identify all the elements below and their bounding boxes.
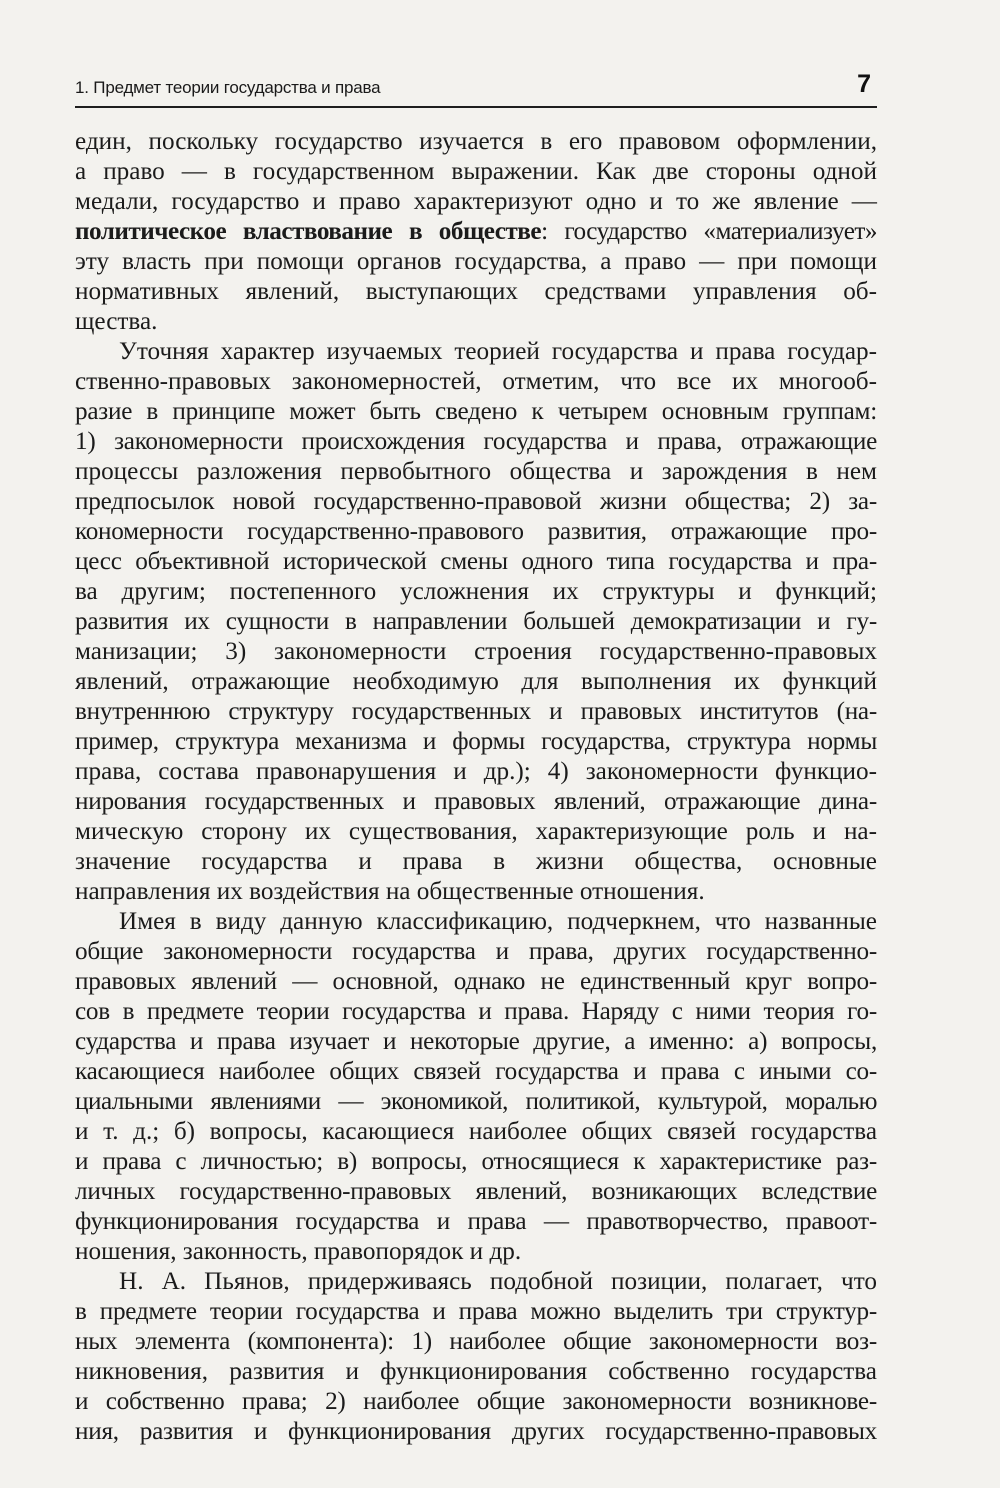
text-line: и права с личностью; в) вопросы, относящиеся к характеристике раз- (75, 1148, 877, 1175)
running-title: 1. Предмет теории государства и права (75, 78, 381, 97)
text-line: Н. А. Пьянов, придерживаясь подобной позиции, полагает, что (119, 1268, 877, 1295)
text-line: и т. д.; б) вопросы, касающиеся наиболее общих связей государства (75, 1118, 877, 1145)
text-line: сов в предмете теории государства и права. Наряду с ними теория го- (75, 998, 877, 1025)
text-line: 1) закономерности происхождения государства и права, отражающие (75, 428, 877, 455)
text-line: развития их сущности в направлении большей демократизации и гу- (75, 608, 877, 635)
text-line (75, 217, 877, 247)
text-line: направления их воздействия на общественные отношения. (75, 878, 705, 905)
text-line: личных государственно-правовых явлений, возникающих вследствие (75, 1178, 877, 1205)
text-line: касающиеся наиболее общих связей государства и права с иными со- (75, 1058, 877, 1085)
bold-term: политическое властвование в обществе (75, 218, 542, 245)
text-line: функционирования государства и права — правотворчество, правоот- (75, 1208, 877, 1235)
text-line: предпосылок новой государственно-правовой жизни общества; 2) за- (75, 488, 877, 515)
text-line: значение государства и права в жизни общества, основные (75, 848, 877, 875)
text-line: ния, развития и функционирования других государственно-правовых (75, 1418, 877, 1445)
text-line: медали, государство и право характеризуют одно и то же явление — (75, 188, 877, 215)
text-line: Имея в виду данную классификацию, подчеркнем, что названные (119, 908, 877, 935)
text-line: нормативных явлений, выступающих средствами управления об- (75, 278, 877, 305)
text-line: сударства и права изучает и некоторые другие, а именно: а) вопросы, (75, 1028, 877, 1055)
text-line: ношения, законность, правопорядок и др. (75, 1238, 522, 1265)
text-line: ва другим; постепенного усложнения их структуры и функций; (75, 578, 877, 605)
text-line: никновения, развития и функционирования собственно государства (75, 1358, 877, 1385)
text-line: циальными явлениями — экономикой, политикой, культурой, моралью (75, 1088, 877, 1115)
text-line: ных элемента (компонента): 1) наиболее общие закономерности воз- (75, 1328, 877, 1355)
text-line: Уточняя характер изучаемых теорией государства и права государ- (119, 338, 877, 365)
text-line: процессы разложения первобытного общества и зарождения в нем (75, 458, 877, 485)
text-line: эту власть при помощи органов государства, а право — при помощи (75, 248, 877, 275)
text-line: пример, структура механизма и формы государства, структура нормы (75, 728, 877, 755)
text-line: нирования государственных и правовых явлений, отражающие дина- (75, 788, 877, 815)
text-line: правовых явлений — основной, однако не единственный круг вопро- (75, 968, 877, 995)
text-line: и собственно права; 2) наиболее общие закономерности возникнове- (75, 1388, 877, 1415)
text-line: в предмете теории государства и права можно выделить три структур- (75, 1298, 877, 1325)
text-line: мическую сторону их существования, характеризующие роль и на- (75, 818, 877, 845)
text-line: а право — в государственном выражении. Как две стороны одной (75, 158, 877, 185)
text-line: щества. (75, 308, 158, 335)
text-line: манизации; 3) закономерности строения государственно-правовых (75, 638, 877, 665)
text-line: разие в принципе может быть сведено к четырем основным группам: (75, 398, 877, 425)
text-line: общие закономерности государства и права, других государственно- (75, 938, 877, 965)
text-line: цесс объективной исторической смены одного типа государства и пра- (75, 548, 877, 575)
body-text (75, 127, 877, 1447)
text-line-rest: : государство «материализует» (541, 218, 877, 245)
text-line: права, состава правонарушения и др.); 4) закономерности функцио- (75, 758, 877, 785)
text-line: явлений, отражающие необходимую для выполнения их функций (75, 668, 877, 695)
text-line: кономерности государственно-правового развития, отражающие про- (75, 518, 877, 545)
text-line: един, поскольку государство изучается в его правовом оформлении, (75, 128, 877, 155)
text-line: внутреннюю структуру государственных и правовых институтов (на- (75, 698, 877, 725)
page-number: 7 (857, 70, 871, 98)
running-header (75, 66, 877, 108)
text-line: ственно-правовых закономерностей, отметим, что все их многооб- (75, 368, 877, 395)
